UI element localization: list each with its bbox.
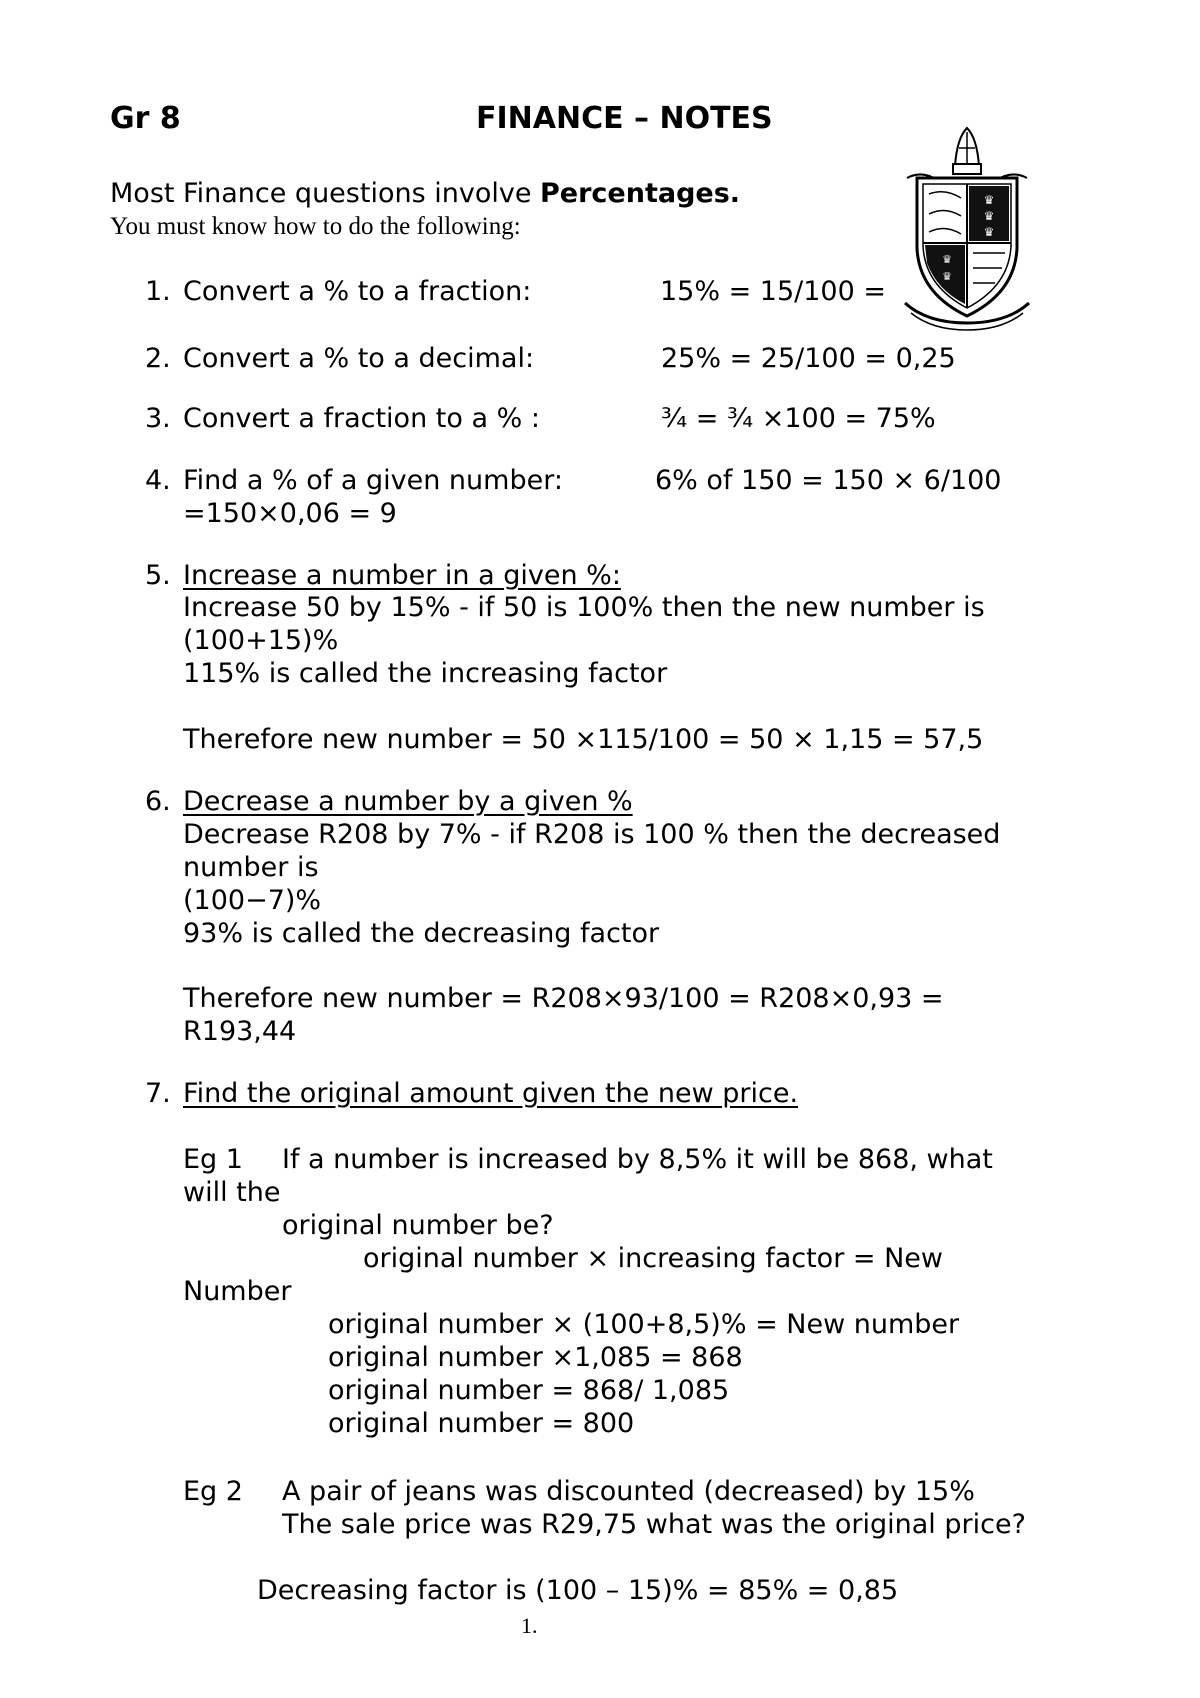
item-4-text: Find a % of a given number:: [183, 465, 563, 496]
grade-label: Gr 8: [110, 101, 181, 136]
item-6-number: 6.: [145, 786, 171, 817]
eg1-step: original number = 800: [328, 1408, 635, 1439]
item-4-example-cont: =150×0,06 = 9: [183, 498, 397, 529]
eg1-line: original number × increasing factor = New: [363, 1243, 943, 1274]
eg1-line-wrap: will the: [183, 1177, 281, 1208]
svg-text:♛: ♛: [942, 270, 952, 283]
item-6-line: Decrease R208 by 7% - if R208 is 100 % then the decreased: [183, 819, 1001, 850]
eg1-line: original number be?: [282, 1210, 554, 1241]
item-3-example: ¾ = ¾ ×100 = 75%: [661, 403, 936, 434]
eg1-step: original number ×1,085 = 868: [328, 1342, 743, 1373]
eg1-label: Eg 1: [183, 1144, 243, 1175]
item-1-example: 15% = 15/100 =: [660, 276, 886, 307]
item-6-line: number is: [183, 852, 319, 883]
item-2-number: 2.: [145, 343, 171, 374]
eg1-step: original number = 868/ 1,085: [328, 1375, 730, 1406]
intro-bold-text: Percentages.: [540, 178, 741, 209]
item-6-heading: Decrease a number by a given %: [183, 786, 633, 817]
item-1-number: 1.: [145, 276, 171, 307]
eg1-line: If a number is increased by 8,5% it will be 868, what: [282, 1144, 993, 1175]
item-7-heading: Find the original amount given the new price.: [183, 1078, 799, 1109]
intro-line: [110, 180, 740, 207]
svg-text:♛: ♛: [983, 193, 995, 207]
item-6-line: 93% is called the decreasing factor: [183, 918, 660, 949]
intro-subtitle: You must know how to do the following:: [110, 213, 521, 240]
item-1-text: Convert a % to a fraction:: [183, 276, 532, 307]
item-5-line: (100+15)%: [183, 625, 339, 656]
item-3-number: 3.: [145, 403, 171, 434]
item-7-number: 7.: [145, 1078, 171, 1109]
eg2-line: A pair of jeans was discounted (decreased) by 15%: [282, 1476, 975, 1507]
eg2-label: Eg 2: [183, 1476, 243, 1507]
school-crest-icon: [897, 118, 1037, 333]
eg1-step: original number × (100+8,5)% = New number: [328, 1309, 960, 1340]
item-5-number: 5.: [145, 560, 171, 591]
item-5-heading: Increase a number in a given %:: [183, 560, 621, 591]
svg-text:♛: ♛: [983, 209, 995, 223]
item-5-line: Increase 50 by 15% - if 50 is 100% then the new number is: [183, 592, 985, 623]
item-2-example: 25% = 25/100 = 0,25: [661, 343, 956, 374]
item-5-line: 115% is called the increasing factor: [183, 658, 668, 689]
intro-text: Most Finance questions involve: [110, 178, 541, 209]
page-title: FINANCE – NOTES: [476, 101, 773, 136]
eg1-line-wrap: Number: [183, 1276, 292, 1307]
eg2-factor: Decreasing factor is (100 – 15)% = 85% = 0,85: [257, 1575, 899, 1606]
item-4-example: 6% of 150 = 150 × 6/100: [655, 465, 1002, 496]
item-4-number: 4.: [145, 465, 171, 496]
item-6-result-cont: R193,44: [183, 1016, 297, 1047]
item-3-text: Convert a fraction to a % :: [183, 403, 540, 434]
page-number: 1.: [521, 1613, 538, 1638]
eg2-line: The sale price was R29,75 what was the original price?: [282, 1509, 1026, 1540]
item-6-line: (100−7)%: [183, 885, 322, 916]
svg-text:♛: ♛: [942, 253, 952, 266]
svg-text:♛: ♛: [983, 225, 995, 239]
item-2-text: Convert a % to a decimal:: [183, 343, 535, 374]
item-6-result: Therefore new number = R208×93/100 = R208×0,93 =: [183, 983, 944, 1014]
item-5-result: Therefore new number = 50 ×115/100 = 50 × 1,15 = 57,5: [183, 724, 984, 755]
